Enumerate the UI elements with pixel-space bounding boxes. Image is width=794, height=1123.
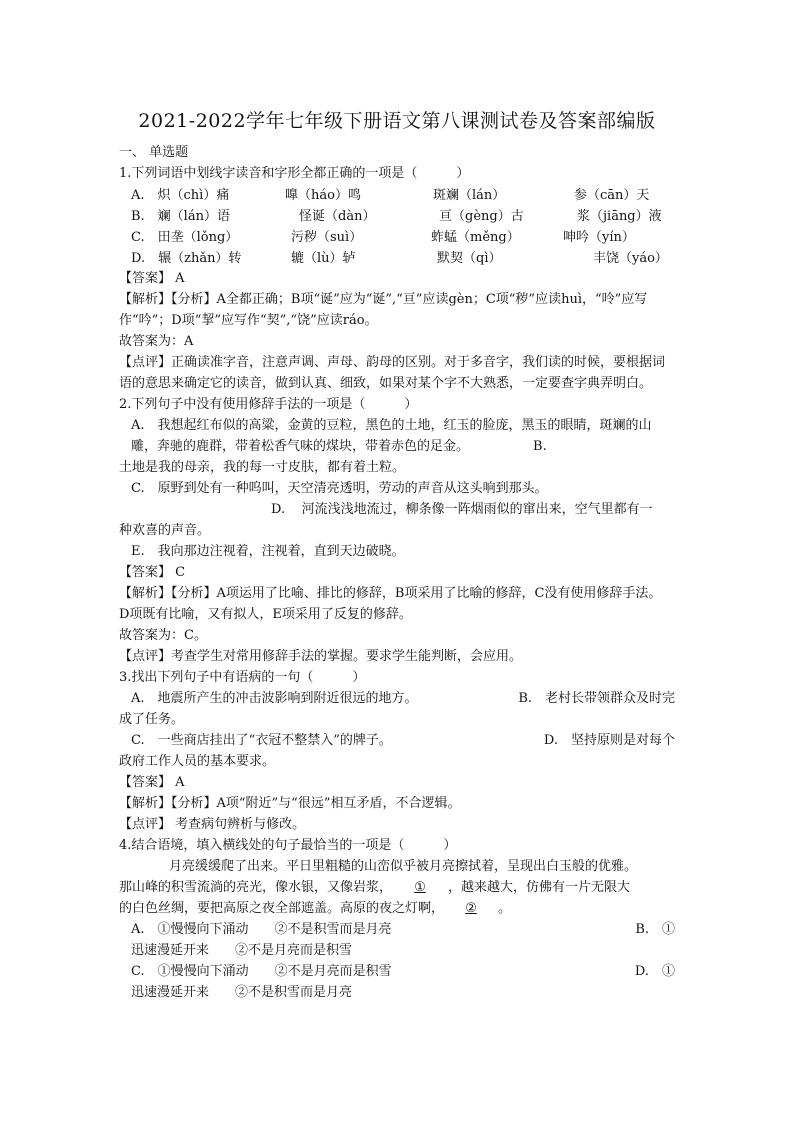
option-d-text: 河流浅浅地流过，柳条像一阵烟雨似的窜出来，空气里都有一 xyxy=(301,502,653,517)
question-3-options-ab xyxy=(119,688,675,709)
question-3-stem: 3.找出下列句子中有语病的一句（ ） xyxy=(119,670,366,685)
option-b-text: B. 老村长带领群众及时完 xyxy=(518,691,675,706)
option-cell: 污秽（suì） xyxy=(291,230,363,245)
question-2-option-d-cont: 种欢喜的声音。 xyxy=(119,523,211,538)
blank-2: ② xyxy=(465,901,477,916)
option-a-text: A. 地震所产生的冲击波影响到附近很远的地方。 xyxy=(131,691,418,706)
blank-1: ① xyxy=(414,880,426,895)
option-cell: 亘（gèng）古 xyxy=(439,209,524,224)
page-title: 2021-2022学年七年级下册语文第八课测试卷及答案部编版 xyxy=(138,110,656,132)
option-cell: C. 田垄（lǒng） xyxy=(131,230,239,245)
question-4-options-cd xyxy=(119,961,675,982)
section-heading: 一、 单选题 xyxy=(119,145,189,160)
option-cell: 呻吟（yín） xyxy=(563,230,635,245)
question-3-answer: 【答案】 A xyxy=(119,775,185,790)
question-1-option-c xyxy=(119,226,675,247)
question-4-passage-line1: 月亮缓缓爬了出来。平日里粗糙的山峦似乎被月亮擦拭着，呈现出白玉般的优雅。 xyxy=(169,859,638,874)
option-c-text: C. ①慢慢向下涌动 ②不是月亮而是积雪 xyxy=(131,964,392,979)
option-cell: A. 炽（chì）痛 xyxy=(131,188,230,203)
option-cell: 辘（lù）轳 xyxy=(291,251,356,266)
question-2-option-b: 土地是我的母亲，我的每一寸皮肤，都有着土粒。 xyxy=(119,460,406,475)
option-cell: 参（cān）天 xyxy=(574,188,650,203)
question-1-option-a xyxy=(119,184,675,205)
question-4-passage-line2 xyxy=(119,877,675,898)
question-1-answer: 【答案】 A xyxy=(119,271,185,286)
question-2-conclusion: 故答案为：C。 xyxy=(119,628,207,643)
option-d-text: D. ① xyxy=(634,964,675,979)
question-3-options-cd xyxy=(119,730,675,751)
question-4-stem: 4.结合语境，填入横线处的句子最恰当的一项是（ ） xyxy=(119,838,457,853)
question-2-option-a xyxy=(119,415,675,457)
question-2-stem: 2.下列句子中没有使用修辞手法的一项是（ ） xyxy=(119,397,418,412)
passage-text: 的白色丝绸，要把高原之夜全部遮盖。高原的夜之灯啊， xyxy=(119,901,445,916)
option-cell: D. 辗（zhǎn）转 xyxy=(131,251,242,266)
document-body xyxy=(119,142,675,1003)
question-4-option-d-cont: 迅速漫延开来 ②不是积雪而是月亮 xyxy=(131,985,353,1000)
option-cell: 斑斓（lán） xyxy=(433,188,506,203)
question-2-option-e: E. 我向那边注视着，注视着，直到天边破晓。 xyxy=(131,544,405,559)
question-3-analysis: 【解析】【分析】A项“附近”与“很远”相互矛盾，不合逻辑。 xyxy=(119,796,461,811)
option-cell: 丰饶（yáo） xyxy=(593,251,668,266)
option-b-label: B. xyxy=(533,439,547,454)
passage-text: 。 xyxy=(498,901,512,916)
question-1-analysis: 【解析】【分析】A全都正确；B项“诞”应为“诞”,“亘”应读gèn；C项“秽”应读huì，“呤”应写作“吟”；D项“挈”应写作“契”,“饶”应读ráo。 xyxy=(119,292,648,328)
question-3-option-b-cont: 成了任务。 xyxy=(119,712,185,727)
question-4-options-ab xyxy=(119,919,675,940)
option-cell: 嘷（háo）鸣 xyxy=(285,188,361,203)
option-c-text: C. 一些商店挂出了“衣冠不整禁入”的牌子。 xyxy=(131,733,392,748)
option-cell: 默契（qì） xyxy=(437,251,502,266)
question-3-option-d-cont: 政府工作人员的基本要求。 xyxy=(119,754,276,769)
question-1-option-d xyxy=(119,247,675,268)
question-2-comment: 【点评】考查学生对常用修辞手法的掌握。要求学生能判断，会应用。 xyxy=(119,649,523,664)
question-1-option-b xyxy=(119,205,675,226)
option-d-label: D. xyxy=(271,502,286,517)
option-d-text: D. 坚持原则是对每个 xyxy=(543,733,675,748)
question-1-conclusion: 故答案为：A xyxy=(119,334,194,349)
question-3-comment: 【点评】 考查病句辨析与修改。 xyxy=(119,817,306,832)
question-2-option-c: C. 原野到处有一种呜叫，天空清亮透明，劳动的声音从这头响到那头。 xyxy=(131,481,548,496)
passage-text: ，越来越大，仿佛有一片无限大 xyxy=(448,880,631,895)
question-1-stem: 1.下列词语中划线字读音和字形全都正确的一项是（ ） xyxy=(119,166,470,181)
question-4-passage-line3 xyxy=(119,898,675,919)
question-2-answer: 【答案】 C xyxy=(119,565,186,580)
passage-text: 那山峰的积雪流淌的亮光，像水银，又像岩浆， xyxy=(119,880,393,895)
question-2-analysis: 【解析】【分析】A项运用了比喻、排比的修辞，B项采用了比喻的修辞，C没有使用修辞手法。 D项既有比喻，又有拟人，E项采用了反复的修辞。 xyxy=(119,586,668,622)
question-4-option-b-cont: 迅速漫延开来 ②不是月亮而是积雪 xyxy=(131,943,353,958)
option-a-text: A. 我想起红布似的高粱，金黄的豆粒，黑色的土地，红玉的脸庞，黑玉的眼睛，斑斓的山雕，奔驰的鹿群，带着松香气味的煤块，带着赤色的足金。 xyxy=(131,418,652,454)
option-a-text: A. ①慢慢向下涌动 ②不是积雪而是月亮 xyxy=(131,922,392,937)
option-cell: B. 斓（lán）语 xyxy=(131,209,230,224)
question-2-option-d xyxy=(119,499,675,520)
option-cell: 怪诞（dàn） xyxy=(299,209,376,224)
option-cell: 蚱蜢（měng） xyxy=(431,230,520,245)
question-1-comment: 【点评】正确读准字音，注意声调、声母、韵母的区别。对于多音字，我们读的时候，要根据词语的意思来确定它的读音，做到认真、细致，如果对某个字不大熟悉，一定要查字典弄明白。 xyxy=(119,355,666,391)
option-cell: 浆（jiāng）液 xyxy=(577,209,662,224)
option-b-text: B. ① xyxy=(635,922,675,937)
